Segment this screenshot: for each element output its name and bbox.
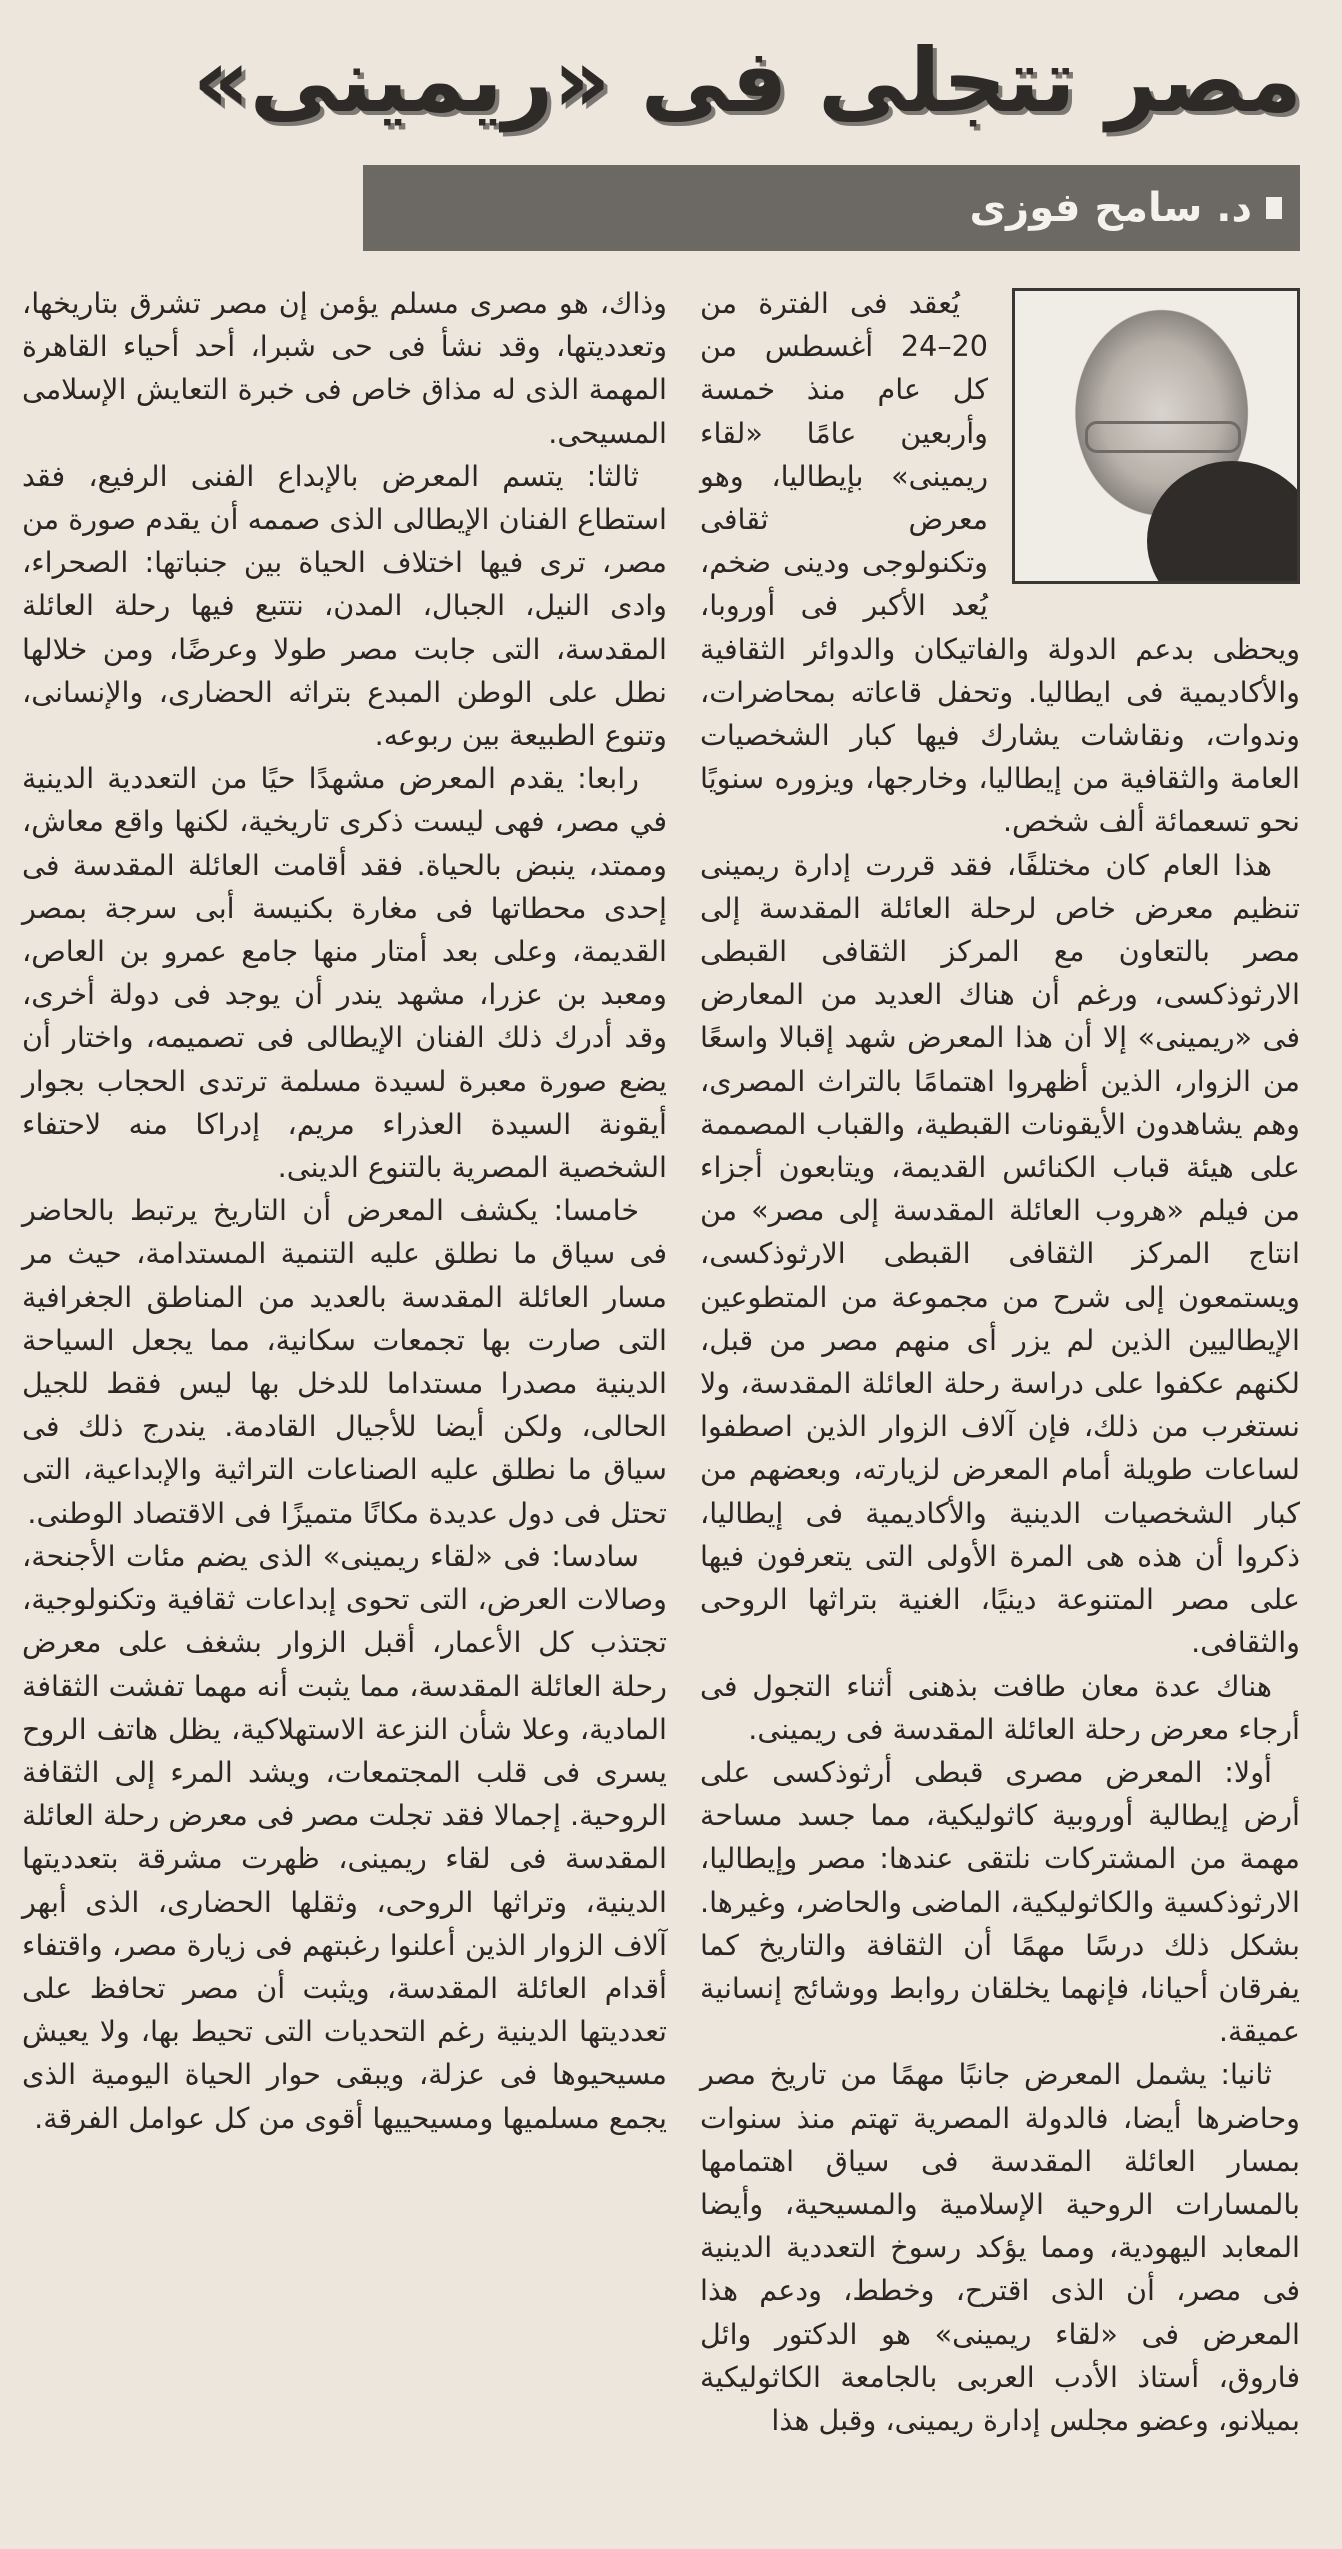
paragraph: هذا العام كان مختلفًا، فقد قررت إدارة ريمينى تنظيم معرض خاص لرحلة العائلة المقدسة إلى مصر بالتعاون مع المركز الثقافى القبطى الارثوذكسى، ورغم أن هناك العديد من المعارض فى «ريمينى» إلا أن هذا المعرض شهد إقبالا واسعًا من الزوار، الذين أظهروا اهتمامًا بالتراث المصرى، وهم يشاهدون الأيقونات القبطية، والقباب المصممة على هيئة قباب الكنائس القديمة، ويتابعون أجزاء من فيلم «هروب العائلة المقدسة إلى مصر» من انتاج المركز الثقافى القبطى الارثوذكسى، ويستمعون إلى شرح من مجموعة من المتطوعين الإيطاليين الذين لم يزر أى منهم مصر من قبل، لكنهم عكفوا على دراسة رحلة العائلة المقدسة، ولا نستغرب من ذلك، فإن آلاف الزوار الذين اصطفوا لساعات طويلة أمام المعرض لزيارته، وبعضهم من كبار الشخصيات الدينية والأكاديمية فى إيطاليا، ذكروا أن هذه هى المرة الأولى التى يتعرفون فيها على مصر المتنوعة دينيًا، الغنية بتراثها الروحى والثقافى. [700, 847, 1300, 1660]
photo-glasses-shape [1085, 421, 1241, 453]
author-byline-bar [363, 165, 1300, 251]
article-column-left [22, 282, 667, 2140]
paragraph: سادسا: فى «لقاء ريمينى» الذى يضم مئات الأجنحة، وصالات العرض، التى تحوى إبداعات ثقافية وتكنولوجية، تجتذب كل الأعمار، أقبل الزوار بشغف على معرض رحلة العائلة المقدسة، مما يثبت أنه مهما تفشت الثقافة المادية، وعلا شأن النزعة الاستهلاكية، يظل هاتف الروح يسرى فى قلب المجتمعات، ويشد المرء إلى الثقافة الروحية. إجمالا فقد تجلت مصر فى معرض رحلة العائلة المقدسة فى لقاء ريمينى، ظهرت مشرقة بتعدديتها الدينية، وتراثها الروحى، وثقلها الحضارى، الذى أبهر آلاف الزوار الذين أعلنوا رغبتهم فى زيارة مصر، واقتفاء أقدام العائلة المقدسة، ويثبت أن مصر تحافظ على تعدديتها الدينية رغم التحديات التى تحيط بها، ولا يعيش مسيحيوها فى عزلة، ويبقى حوار الحياة اليومية الذى يجمع مسلميها ومسيحييها أقوى من كل عوامل الفرقة. [22, 1538, 667, 2135]
paragraph: خامسا: يكشف المعرض أن التاريخ يرتبط بالحاضر فى سياق ما نطلق عليه التنمية المستدامة، حيث مر مسار العائلة المقدسة بالعديد من المناطق الجغرافية التى صارت بها تجمعات سكانية، مما يجعل السياحة الدينية مصدرا مستداما للدخل بها ليس فقط للجيل الحالى، ولكن أيضا للأجيال القادمة. يندرج ذلك فى سياق ما نطلق عليه الصناعات التراثية والإبداعية، التى تحتل فى دول عديدة مكانًا متميزًا فى الاقتصاد الوطنى. [22, 1193, 667, 1530]
paragraph: رابعا: يقدم المعرض مشهدًا حيًا من التعددية الدينية في مصر، فهى ليست ذكرى تاريخية، لكنها واقع معاش، وممتد، ينبض بالحياة. فقد أقامت العائلة المقدسة فى إحدى محطاتها فى مغارة بكنيسة أبى سرجة بمصر القديمة، وعلى بعد أمتار منها جامع عمرو بن العاص، ومعبد بن عزرا، مشهد يندر أن يوجد فى دولة أخرى، وقد أدرك ذلك الفنان الإيطالى فى تصميمه، واختار أن يضع صورة معبرة لسيدة مسلمة ترتدى الحجاب بجوار أيقونة السيدة العذراء مريم، إدراكا منه لاحتفاء الشخصية المصرية بالتنوع الدينى. [22, 761, 667, 1185]
author-photo [1012, 288, 1300, 584]
paragraph: ثانيا: يشمل المعرض جانبًا مهمًا من تاريخ مصر وحاضرها أيضا، فالدولة المصرية تهتم منذ سنوات بمسار العائلة المقدسة فى سياق اهتمامها بالمسارات الروحية الإسلامية والمسيحية، وأيضا المعابد اليهودية، ومما يؤكد رسوخ التعددية الدينية فى مصر، أن الذى اقترح، وخطط، ودعم هذا المعرض فى «لقاء ريمينى» هو الدكتور وائل فاروق، أستاذ الأدب العربى بالجامعة الكاثوليكية بميلانو، وعضو مجلس إدارة ريمينى، وقبل هذا [700, 2057, 1300, 2437]
paragraph: وذاك، هو مصرى مسلم يؤمن إن مصر تشرق بتاريخها، وتعدديتها، وقد نشأ فى حى شبرا، أحد أحياء القاهرة المهمة الذى له مذاق خاص فى خبرة التعايش الإسلامى المسيحى. [22, 286, 667, 450]
paragraph: ثالثا: يتسم المعرض بالإبداع الفنى الرفيع، فقد استطاع الفنان الإيطالى الذى صممه أن يقدم صورة من مصر، ترى فيها اختلاف الحياة بين جنباتها: الصحراء، وادى النيل، الجبال، المدن، نتتبع فيها رحلة العائلة المقدسة، التى جابت مصر طولا وعرضًا، ومن خلالها نطل على الوطن المبدع بتراثه الحضارى، والإنسانى، وتنوع الطبيعة بين ربوعه. [22, 458, 667, 753]
paragraph: أولا: المعرض مصرى قبطى أرثوذكسى على أرض إيطالية أوروبية كاثوليكية، مما جسد مساحة مهمة من المشتركات نلتقى عندها: مصر وإيطاليا، الارثوذكسية والكاثوليكية، الماضى والحاضر، وغيرها. بشكل ذلك درسًا مهمًا أن الثقافة والتاريخ كما يفرقان أحيانا، فإنهما يخلقان روابط ووشائج إنسانية عميقة. [700, 1754, 1300, 2049]
article-title: مصر تتجلى فى «ريمينى» [192, 29, 1302, 132]
photo-shoulder-shape [1147, 461, 1300, 584]
bullet-square-icon [1266, 197, 1282, 219]
author-name: د. سامح فوزى [969, 185, 1252, 231]
paragraph: هناك عدة معان طافت بذهنى أثناء التجول فى أرجاء معرض رحلة العائلة المقدسة فى ريمينى. [700, 1668, 1300, 1746]
paragraph: يُعقد فى الفترة من 20–24 أغسطس من كل عام منذ خمسة وأربعين عامًا «لقاء ريمينى» بإيطاليا، وهو معرض ثقافى وتكنولوجى ودينى ضخم، يُعد الأكبر فى أوروبا، ويحظى بدعم الدولة والفاتيكان والدوائر الثقافية والأكاديمية فى ايطاليا. وتحفل قاعاته بمحاضرات، وندوات، ونقاشات يشارك فيها كبار الشخصيات العامة والثقافية من إيطاليا، وخارجها، ويزوره سنويًا نحو تسعمائة ألف شخص. [700, 286, 1300, 839]
article-column-right [700, 282, 1300, 2442]
